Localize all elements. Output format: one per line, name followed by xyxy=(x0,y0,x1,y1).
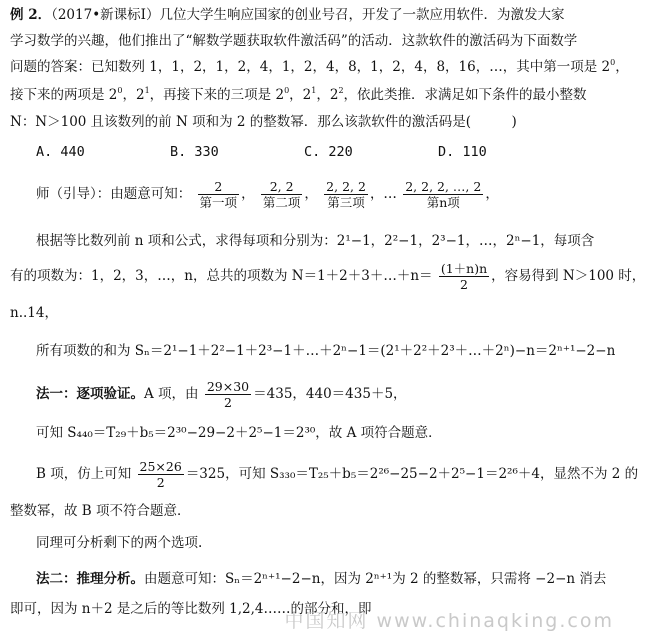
method1-b-pre: B 项，仿上可知 xyxy=(36,466,132,482)
method1-a-line xyxy=(36,376,616,412)
method2-title: 法二：推理分析。 xyxy=(36,571,144,587)
sum-line-2a: 有的项数为：1，2，3，…，n，总共的项数为 N＝1＋2＋3＋…＋n＝ xyxy=(10,268,433,284)
method1-a-frac-num: 29×30 xyxy=(206,379,250,394)
term-2-bottom: 第二项 xyxy=(262,195,301,210)
guide-line: 师（引导）：由题意可知： $\frac{2}{\text{第一项}}$ ， $\frac{2, 2}{\text{第二项}}$ ， $\frac{2, 2, 2}{\text{第三项}}$ ，… $\frac{2, 2, 2, \dots, 2}{\text{第n项}}$ ， xyxy=(36,179,499,210)
problem-text-2: 学习数学的兴趣，他们推出了“解数学题获取软件激活码”的活动．这款软件的激活码为下面数学 xyxy=(10,33,578,49)
guide-dots: ，… xyxy=(369,186,397,202)
method2-line-1 xyxy=(36,570,616,588)
guide-lead: 师（引导）：由题意可知： xyxy=(36,186,192,202)
problem-text-4: 接下来的两项是 $2^0$，$2^1$，再接下来的三项是 $2^0$，$2^1$，$2^2$，依此类推．求满足如下条件的最小整数 xyxy=(10,86,587,103)
method1-b-line xyxy=(36,456,639,492)
term-n-top: 2, 2, 2, …, 2 xyxy=(405,179,482,194)
method1-b-frac-num: 25×26 xyxy=(139,459,182,474)
term-1-top: 2 xyxy=(198,179,240,195)
term-n xyxy=(403,179,483,210)
sum-line-2 xyxy=(10,258,645,294)
method1-a-frac-den: 2 xyxy=(224,395,232,410)
method1-b-line-2: 整数幂，故 B 项不符合题意． xyxy=(10,503,191,519)
problem-text-4d: ，2 xyxy=(289,87,312,103)
option-d: D. 110 xyxy=(438,144,487,160)
problem-text-3: 问题的答案：已知数列 1，1，2，1，2，4，1，2，4，8，1，2，4，8，16，…，其中第一项是 $2^0$， xyxy=(10,58,629,75)
method1-b-post: ＝325，可知 S₃₃₀＝T₂₅＋b₅＝2²⁶−25−2＋2⁵−1＝2²⁶＋4，显然不为 2 的 xyxy=(185,466,639,482)
watermark: 中国知网 www.chinaqking.com xyxy=(284,610,614,632)
problem-text-3a: 问题的答案：已知数列 1，1，2，1，2，4，1，2，4，8，1，2，4，8，16，…，其中第一项是 2 xyxy=(10,59,611,75)
method2-text-1: 由题意可知：Sₙ＝2ⁿ⁺¹−2−n，因为 2ⁿ⁺¹为 2 的整数幂，只需将 −2−n 消去 xyxy=(144,571,607,587)
term-2-top: 2, 2 xyxy=(261,179,303,195)
term-3-bottom: 第三项 xyxy=(327,195,365,210)
problem-text-4e: ，2 xyxy=(316,87,339,103)
method2-line-2: 即可，因为 n＋2 是之后的等比数列 1,2,4……的部分和，即 xyxy=(10,601,372,617)
problem-text-4c: ，再接下来的三项是 2 xyxy=(149,87,285,103)
method1-a-pre: A 项，由 xyxy=(144,386,199,402)
method1-rest: 同理可分析剩下的两个选项. xyxy=(36,535,203,551)
term-n-bottom: 第n项 xyxy=(426,195,460,210)
option-b: B. 330 xyxy=(170,144,219,160)
sum-line-3: n..14， xyxy=(10,305,58,321)
method1-a-post: ＝435，440＝435＋5， xyxy=(253,386,407,402)
method1-a-check: 可知 S₄₄₀＝T₂₉＋b₅＝2³⁰−29−2＋2⁵−1＝2³⁰，故 A 项符合题意． xyxy=(36,425,442,441)
option-c: C. 220 xyxy=(304,144,353,160)
problem-text-1: 几位大学生响应国家的创业号召，开发了一款应用软件．为激发大家 xyxy=(159,7,565,23)
method1-a-frac xyxy=(205,379,251,410)
method1-b-frac-den: 2 xyxy=(156,475,165,490)
count-frac-num: (1＋n)n xyxy=(440,261,488,276)
problem-text-5: N：N＞100 且该数列的前 N 项和为 2 的整数幂．那么该款软件的激活码是( ) xyxy=(10,114,517,130)
count-fraction xyxy=(439,261,489,292)
sum-line-2b: ，容易得到 N＞100 时， xyxy=(491,268,645,284)
total-sum-line: 所有项数的和为 Sₙ＝2¹−1＋2²−1＋2³−1＋…＋2ⁿ−1＝(2¹＋2²＋2³＋…＋2ⁿ)−n＝2ⁿ⁺¹−2−n xyxy=(36,343,616,359)
example-source: （2017•新课标Ⅰ） xyxy=(51,7,160,23)
option-a: A. 440 xyxy=(36,144,85,160)
term-2 xyxy=(261,179,303,210)
example-label: 例 2． xyxy=(10,7,52,23)
term-1-bottom: 第一项 xyxy=(199,195,238,210)
problem-text-4b: ，2 xyxy=(122,87,145,103)
sum-line-1: 根据等比数列前 n 项和公式，求得每项和分别为：2¹−1，2²−1，2³−1，…，2ⁿ−1，每项含 xyxy=(36,233,595,249)
term-1 xyxy=(198,179,240,210)
example-line-1 xyxy=(10,6,616,24)
term-3 xyxy=(324,179,368,210)
method1-b-frac xyxy=(138,459,184,490)
count-frac-den: 2 xyxy=(460,277,468,292)
method1-title: 法一：逐项验证。 xyxy=(36,386,144,402)
problem-text-4a: 接下来的两项是 2 xyxy=(10,87,118,103)
term-3-top: 2, 2, 2 xyxy=(326,179,366,194)
problem-text-4f: ，依此类推．求满足如下条件的最小整数 xyxy=(343,87,587,103)
